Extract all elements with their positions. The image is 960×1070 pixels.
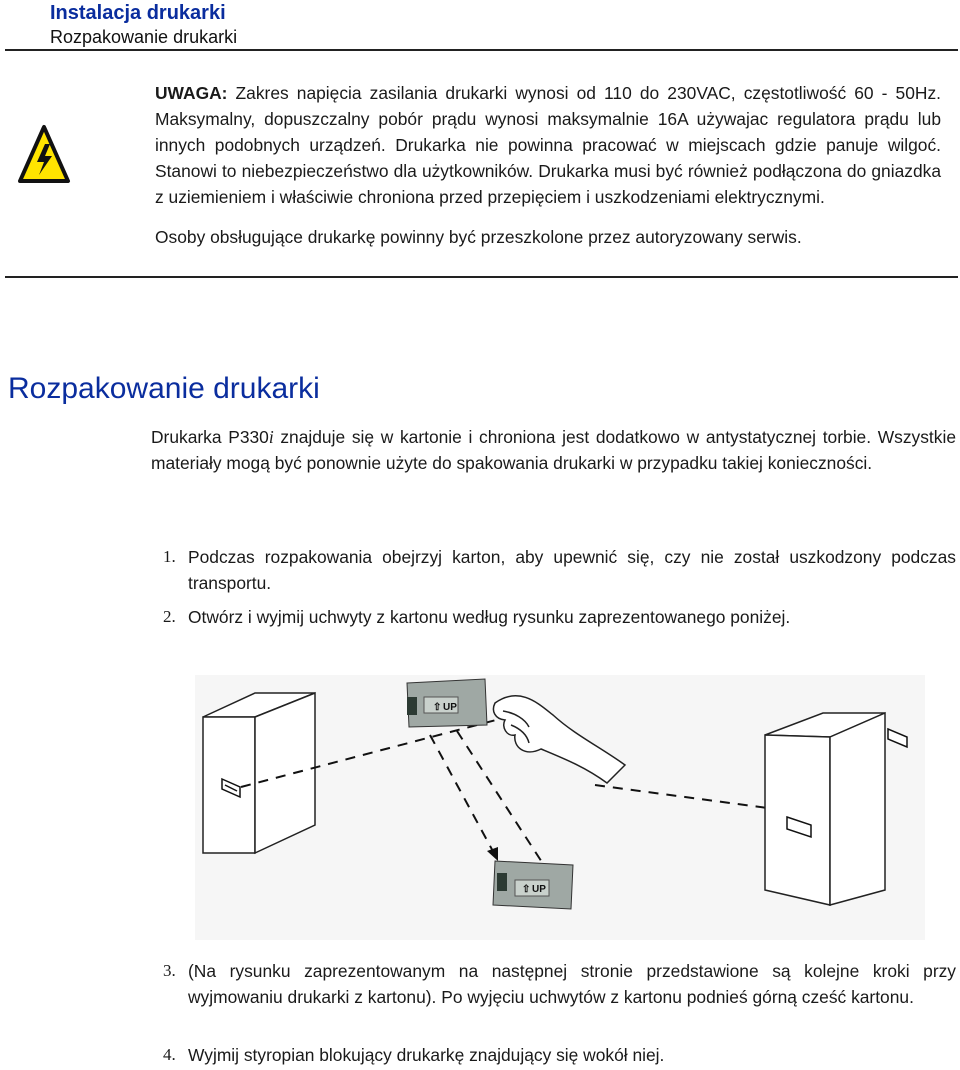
step-number: 2. bbox=[163, 607, 176, 626]
handle-up-label: UP bbox=[532, 884, 546, 895]
handle-up-label: UP bbox=[443, 702, 457, 713]
step-text: Otwórz i wyjmij uchwyty z kartonu według rysunku zaprezentowanego poniżej. bbox=[188, 607, 791, 627]
high-voltage-warning-icon bbox=[17, 124, 71, 184]
warning-block bbox=[155, 80, 941, 250]
svg-text:⇧: ⇧ bbox=[522, 884, 531, 895]
step-number: 1. bbox=[163, 547, 176, 566]
handle-strip-top bbox=[407, 679, 487, 727]
box-right-illustration bbox=[765, 713, 885, 905]
header-divider bbox=[5, 49, 958, 51]
unpacking-illustration bbox=[195, 675, 925, 940]
step-number: 3. bbox=[163, 961, 176, 980]
svg-text:⇧: ⇧ bbox=[433, 702, 442, 713]
training-note: Osoby obsługujące drukarkę powinny być przeszkolone przez autoryzowany serwis. bbox=[155, 227, 802, 247]
intro-text-start: Drukarka P330 bbox=[151, 427, 269, 447]
step-text: Podczas rozpakowania obejrzyj karton, aby upewnić się, czy nie został uszkodzony podczas transportu. bbox=[188, 547, 956, 593]
handle-strip-bottom bbox=[493, 861, 573, 909]
step-text: Wyjmij styropian blokujący drukarkę znajdujący się wokół niej. bbox=[188, 1045, 665, 1065]
section-header-subtitle: Rozpakowanie drukarki bbox=[50, 27, 238, 47]
warning-divider bbox=[5, 276, 958, 278]
step-text: (Na rysunku zaprezentowanym na następnej stronie przedstawione są kolejne kroki przy wyjmowaniu drukarki z kartonu). Po wyjęciu uchwytów z kartonu podnieś górną cześć kartonu. bbox=[188, 961, 956, 1007]
section-header-title: Instalacja drukarki bbox=[50, 2, 226, 24]
warning-paragraph bbox=[155, 80, 941, 210]
model-suffix: i bbox=[268, 427, 274, 447]
page-title: Rozpakowanie drukarki bbox=[8, 372, 320, 405]
intro-paragraph bbox=[151, 424, 956, 476]
step-number: 4. bbox=[163, 1045, 176, 1064]
warning-text: Zakres napięcia zasilania drukarki wynosi od 110 do 230VAC, częstotliwość 60 - 50Hz. Maksymalny, dopuszczalny pobór prądu wynosi maksymalnie 16A używajac regulatora prądu lub innych podobnych urządzeń. Drukarka nie powinna pracować w miejscach gdzie panuje wilgoć. Stanowi to niebezpieczeństwo dla użytkowników. Drukarka musi być również podłączona do gniazdka z uziemieniem i właściwie chroniona przed przepięciem i uszkodzeniami elektrycznymi. bbox=[155, 83, 941, 207]
warning-label: UWAGA: bbox=[155, 83, 228, 103]
intro-text-rest: znajduje się w kartonie i chroniona jest dodatkowo w antystatycznej torbie. Wszystkie materiały mogą być ponownie użyte do spakowania drukarki w przypadku takiej konieczności. bbox=[151, 427, 956, 473]
